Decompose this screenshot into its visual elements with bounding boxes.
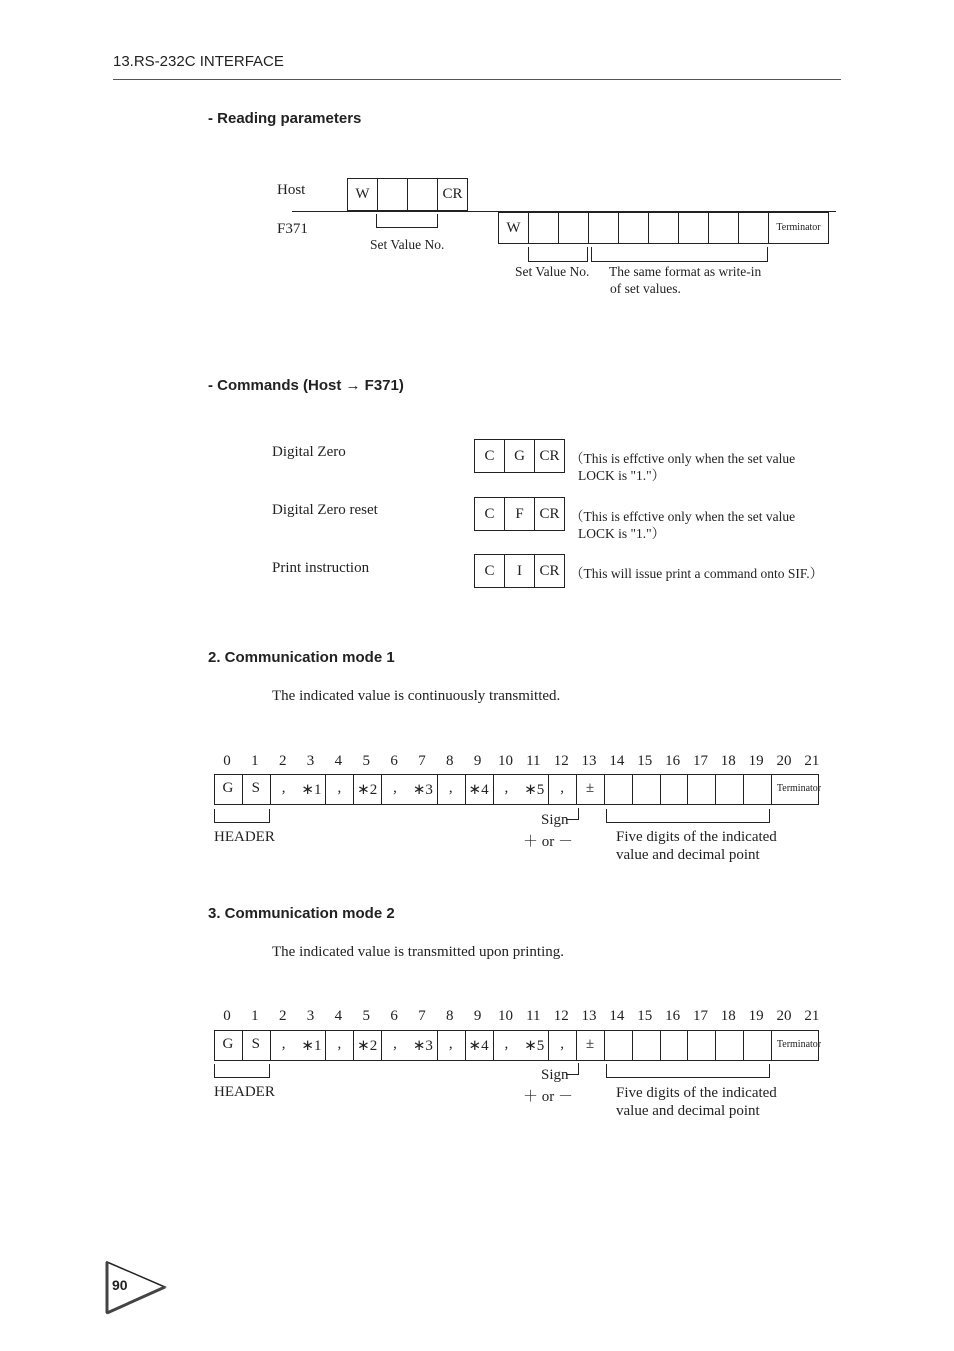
byte-index: 4 bbox=[334, 1008, 343, 1024]
header-bracket bbox=[214, 822, 270, 823]
dev-cell bbox=[528, 212, 559, 244]
cell-divider bbox=[604, 1030, 605, 1061]
mode1-header-label: HEADER bbox=[214, 829, 275, 845]
cell-divider bbox=[687, 1030, 688, 1061]
frame-byte: ∗3 bbox=[412, 782, 433, 798]
same-format-note: The same format as write-in bbox=[609, 264, 762, 279]
byte-index: 8 bbox=[446, 753, 454, 769]
header-bracket bbox=[269, 809, 270, 822]
frame-byte: , bbox=[448, 1036, 453, 1052]
byte-index: 18 bbox=[720, 753, 736, 769]
bracket bbox=[437, 214, 438, 227]
cell-divider bbox=[632, 1030, 633, 1061]
byte-index: 6 bbox=[390, 1008, 398, 1024]
digits-bracket bbox=[606, 822, 770, 823]
host-cell-w: W bbox=[347, 178, 378, 211]
cmd-note: （This is effctive only when the set value bbox=[570, 451, 796, 466]
byte-index: 2 bbox=[278, 1008, 287, 1024]
frame-byte: G bbox=[222, 1036, 234, 1052]
cell-divider bbox=[743, 1030, 744, 1061]
byte-index: 12 bbox=[553, 1008, 569, 1024]
byte-index: 1 bbox=[251, 753, 259, 769]
byte-index: 9 bbox=[473, 753, 482, 769]
byte-index: 21 bbox=[804, 1008, 820, 1024]
cmd-note-2: LOCK is "1."） bbox=[578, 526, 666, 541]
mode1-digits-note-2: value and decimal point bbox=[616, 847, 760, 863]
frame-terminator: Terminator bbox=[776, 783, 822, 794]
digits-bracket bbox=[606, 1064, 607, 1077]
frame-byte: ∗4 bbox=[468, 782, 489, 798]
cmd-cell: I bbox=[504, 554, 535, 588]
frame-byte: ∗1 bbox=[301, 782, 322, 798]
byte-index: 10 bbox=[498, 1008, 513, 1024]
cmd-cell: C bbox=[474, 554, 505, 588]
byte-index: 10 bbox=[498, 753, 513, 769]
dev-cell bbox=[648, 212, 679, 244]
byte-index: 11 bbox=[526, 753, 541, 769]
host-label: Host bbox=[277, 182, 306, 198]
byte-index: 16 bbox=[665, 1008, 681, 1024]
bracket bbox=[528, 261, 588, 262]
mode1-section-title: 2. Communication mode 1 bbox=[208, 649, 395, 666]
frame-byte: , bbox=[560, 780, 564, 796]
sign-hook bbox=[578, 808, 579, 819]
byte-index: 15 bbox=[637, 753, 653, 769]
bracket bbox=[591, 247, 592, 261]
cell-divider bbox=[604, 774, 605, 805]
frame-terminator: Terminator bbox=[776, 1039, 822, 1050]
setvalue-label-host: Set Value No. bbox=[370, 237, 445, 252]
byte-index: 4 bbox=[334, 753, 343, 769]
byte-index: 20 bbox=[776, 1008, 792, 1024]
header-bracket bbox=[214, 1064, 215, 1077]
cmd-cell-cr: CR bbox=[534, 554, 565, 588]
frame-byte: ∗1 bbox=[301, 1038, 322, 1054]
frame-byte: ∗4 bbox=[468, 1038, 489, 1054]
frame-byte: , bbox=[281, 1036, 286, 1052]
byte-index: 6 bbox=[390, 753, 398, 769]
header-bracket bbox=[269, 1064, 270, 1077]
cell-divider bbox=[660, 1030, 661, 1061]
header-rule bbox=[113, 79, 841, 80]
mode1-sign-values: ＋ or － bbox=[523, 834, 573, 850]
byte-index: 3 bbox=[306, 1008, 315, 1024]
mode2-header-label: HEADER bbox=[214, 1084, 275, 1100]
commands-section-title: - Commands (Host → F371) bbox=[208, 377, 404, 394]
header-bracket bbox=[214, 1077, 270, 1078]
frame-byte: ± bbox=[585, 1036, 595, 1052]
byte-index: 19 bbox=[748, 753, 764, 769]
cmd-note: （This will issue print a command onto SIF.） bbox=[570, 566, 824, 581]
byte-index: 1 bbox=[251, 1008, 259, 1024]
cell-divider bbox=[660, 774, 661, 805]
dev-cell-w: W bbox=[498, 212, 529, 244]
frame-byte: , bbox=[448, 780, 453, 796]
frame-byte: S bbox=[251, 780, 260, 796]
mode2-sign-label: Sign bbox=[541, 1067, 569, 1083]
byte-index: 7 bbox=[418, 753, 426, 769]
dev-cell bbox=[678, 212, 709, 244]
cmd-label-print-instruction: Print instruction bbox=[272, 560, 370, 576]
byte-index: 0 bbox=[223, 753, 231, 769]
byte-index: 7 bbox=[418, 1008, 426, 1024]
reading-section-title: - Reading parameters bbox=[208, 110, 362, 127]
mode2-description: The indicated value is transmitted upon printing. bbox=[272, 944, 565, 960]
digits-bracket bbox=[606, 809, 607, 822]
sign-hook bbox=[578, 1063, 579, 1074]
byte-index: 11 bbox=[526, 1008, 541, 1024]
frame-byte: , bbox=[560, 1036, 564, 1052]
frame-byte: , bbox=[337, 1036, 342, 1052]
dev-cell bbox=[738, 212, 769, 244]
frame-byte: , bbox=[393, 1036, 397, 1052]
mode1-description: The indicated value is continuously transmitted. bbox=[272, 688, 561, 704]
mode1-digits-note: Five digits of the indicated bbox=[616, 829, 777, 845]
bracket bbox=[376, 227, 438, 228]
cmd-cell: C bbox=[474, 497, 505, 531]
frame-byte: ± bbox=[585, 780, 595, 796]
cmd-cell-cr: CR bbox=[534, 439, 565, 473]
frame-byte: ∗2 bbox=[357, 1038, 378, 1054]
frame-byte: , bbox=[504, 1036, 509, 1052]
cmd-cell: G bbox=[504, 439, 535, 473]
frame-byte: ∗2 bbox=[357, 782, 378, 798]
dev-cell bbox=[618, 212, 649, 244]
cell-divider bbox=[687, 774, 688, 805]
running-header: 13.RS-232C INTERFACE bbox=[113, 53, 284, 70]
device-label: F371 bbox=[277, 221, 308, 237]
frame-byte: S bbox=[251, 1036, 260, 1052]
byte-index: 17 bbox=[692, 1008, 708, 1024]
byte-index: 15 bbox=[637, 1008, 653, 1024]
frame-byte: , bbox=[337, 780, 342, 796]
dev-cell bbox=[558, 212, 589, 244]
bracket bbox=[591, 261, 768, 262]
byte-index: 5 bbox=[362, 1008, 370, 1024]
header-bracket bbox=[214, 809, 215, 822]
byte-index: 18 bbox=[720, 1008, 736, 1024]
mode2-sign-values: ＋ or － bbox=[523, 1089, 573, 1105]
host-cell-blank bbox=[407, 178, 438, 211]
cmd-label-digital-zero: Digital Zero bbox=[272, 444, 346, 460]
bracket bbox=[528, 247, 529, 261]
page-number: 90 bbox=[112, 1277, 128, 1293]
byte-index: 0 bbox=[223, 1008, 231, 1024]
dev-cell bbox=[708, 212, 739, 244]
byte-index: 16 bbox=[665, 753, 681, 769]
bracket bbox=[587, 247, 588, 261]
bracket bbox=[767, 247, 768, 261]
cmd-cell: F bbox=[504, 497, 535, 531]
cell-divider bbox=[632, 774, 633, 805]
byte-index: 13 bbox=[581, 1008, 597, 1024]
frame-byte: , bbox=[504, 780, 509, 796]
host-cell-cr: CR bbox=[437, 178, 468, 211]
mode2-section-title: 3. Communication mode 2 bbox=[208, 905, 395, 922]
frame-byte: , bbox=[281, 780, 286, 796]
digits-bracket bbox=[769, 809, 770, 822]
cmd-note-2: LOCK is "1."） bbox=[578, 468, 666, 483]
cell-divider bbox=[743, 774, 744, 805]
cmd-label-digital-zero-reset: Digital Zero reset bbox=[272, 502, 378, 518]
setvalue-label-device: Set Value No. bbox=[515, 264, 590, 279]
bracket bbox=[376, 214, 377, 227]
mode2-digits-note-2: value and decimal point bbox=[616, 1103, 760, 1119]
byte-index: 19 bbox=[748, 1008, 764, 1024]
cell-divider bbox=[715, 1030, 716, 1061]
byte-index: 2 bbox=[278, 753, 287, 769]
byte-index: 21 bbox=[804, 753, 820, 769]
host-cell-blank bbox=[377, 178, 408, 211]
byte-index: 9 bbox=[473, 1008, 482, 1024]
byte-index: 20 bbox=[776, 753, 792, 769]
byte-index: 5 bbox=[362, 753, 370, 769]
digits-bracket bbox=[606, 1077, 770, 1078]
mode2-digits-note: Five digits of the indicated bbox=[616, 1085, 777, 1101]
frame-byte: , bbox=[393, 780, 397, 796]
byte-index: 17 bbox=[692, 753, 708, 769]
frame-byte: ∗5 bbox=[524, 782, 545, 798]
frame-byte: ∗3 bbox=[412, 1038, 433, 1054]
digits-bracket bbox=[769, 1064, 770, 1077]
cell-divider bbox=[715, 774, 716, 805]
same-format-note-2: of set values. bbox=[610, 281, 681, 296]
byte-index: 13 bbox=[581, 753, 597, 769]
byte-index: 8 bbox=[446, 1008, 454, 1024]
byte-index: 12 bbox=[553, 753, 569, 769]
cmd-note: （This is effctive only when the set value bbox=[570, 509, 796, 524]
cmd-cell: C bbox=[474, 439, 505, 473]
frame-byte: ∗5 bbox=[524, 1038, 545, 1054]
byte-index: 14 bbox=[609, 753, 625, 769]
frame-byte: G bbox=[222, 780, 234, 796]
dev-cell bbox=[588, 212, 619, 244]
dev-terminator-cell: Terminator bbox=[768, 212, 829, 244]
byte-index: 14 bbox=[609, 1008, 625, 1024]
cmd-cell-cr: CR bbox=[534, 497, 565, 531]
byte-index: 3 bbox=[306, 753, 315, 769]
mode1-sign-label: Sign bbox=[541, 812, 569, 828]
